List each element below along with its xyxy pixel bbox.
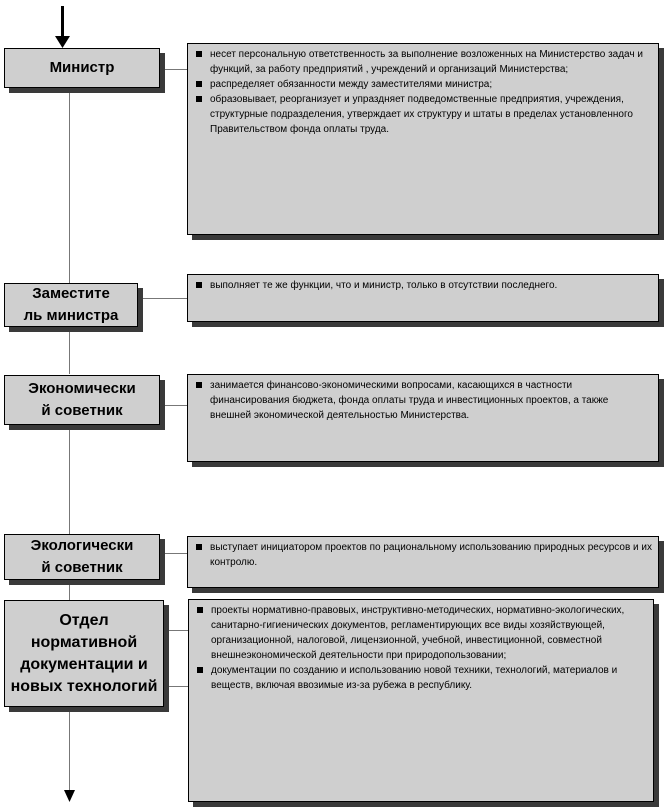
connector-1 xyxy=(165,69,187,70)
duty-item: выступает инициатором проектов по рациональному использованию природных ресурсов и их контролю. xyxy=(196,540,652,570)
duty-item: распределяет обязанности между заместителями министра; xyxy=(196,77,652,92)
duty-item: образовывает, реорганизует и упраздняет подведомственные предприятия, учреждения, структурные подразделения, утверждает их структуру и штаты в пределах установленного Правительством фонда оплаты труда. xyxy=(196,92,652,137)
role-box-deputy-minister xyxy=(4,283,138,327)
duty-item: занимается финансово-экономическими вопросами, касающихся в частности финансирования бюджета, фонда оплаты труда и инвестиционных проектов, а также внешней экономической деятельностью Министерства. xyxy=(196,378,652,423)
duties-box-economic-advisor xyxy=(187,374,659,462)
role-box-ecology-advisor xyxy=(4,534,160,580)
role-label-minister: Министр xyxy=(49,59,115,76)
entry-arrowhead xyxy=(55,36,70,48)
duties-box-minister xyxy=(187,43,659,235)
duties-box-regulatory-department xyxy=(188,599,654,802)
role-label-regulatory-department: Отдел нормативной документации и новых технологий xyxy=(10,611,158,695)
role-label-deputy-minister: Заместите ль министра xyxy=(23,285,119,324)
role-label-ecology-advisor: Экологически й советник xyxy=(30,537,134,576)
duty-item: документации по созданию и использованию новой техники, технологий, материалов и веществ, включая ввозимые из-за рубежа в республику. xyxy=(197,663,647,693)
role-box-regulatory-department xyxy=(4,600,164,707)
role-box-minister xyxy=(4,48,160,88)
connector-4 xyxy=(165,553,187,554)
duty-item: проекты нормативно-правовых, инструктивно-методических, нормативно-экологических, санитарно-гигиенических документов, регламентирующих все виды хозяйствующей, организационной, налоговой, лицензионной, учебной, инвестиционной, совместной внешнеэкономической деятельности при природопользовании; xyxy=(197,603,647,663)
duty-item: несет персональную ответственность за выполнение возложенных на Министерство задач и функций, за работу предприятий , учреждений и организаций Министерства; xyxy=(196,47,652,77)
duty-item: выполняет те же функции, что и министр, только в отсутствии последнего. xyxy=(196,278,652,293)
entry-arrow-shaft xyxy=(61,6,64,40)
role-box-economic-advisor xyxy=(4,375,160,425)
spine-line-2 xyxy=(69,328,70,374)
spine-line-1 xyxy=(69,88,70,283)
exit-arrowhead xyxy=(64,790,75,802)
spine-line-3 xyxy=(69,426,70,534)
role-label-economic-advisor: Экономически й советник xyxy=(28,380,136,419)
duties-box-ecology-advisor xyxy=(187,536,659,588)
spine-line-5 xyxy=(69,710,70,792)
connector-3 xyxy=(165,405,187,406)
connector-6 xyxy=(168,686,188,687)
duties-box-deputy-minister xyxy=(187,274,659,322)
connector-2 xyxy=(138,298,187,299)
connector-5 xyxy=(168,630,188,631)
